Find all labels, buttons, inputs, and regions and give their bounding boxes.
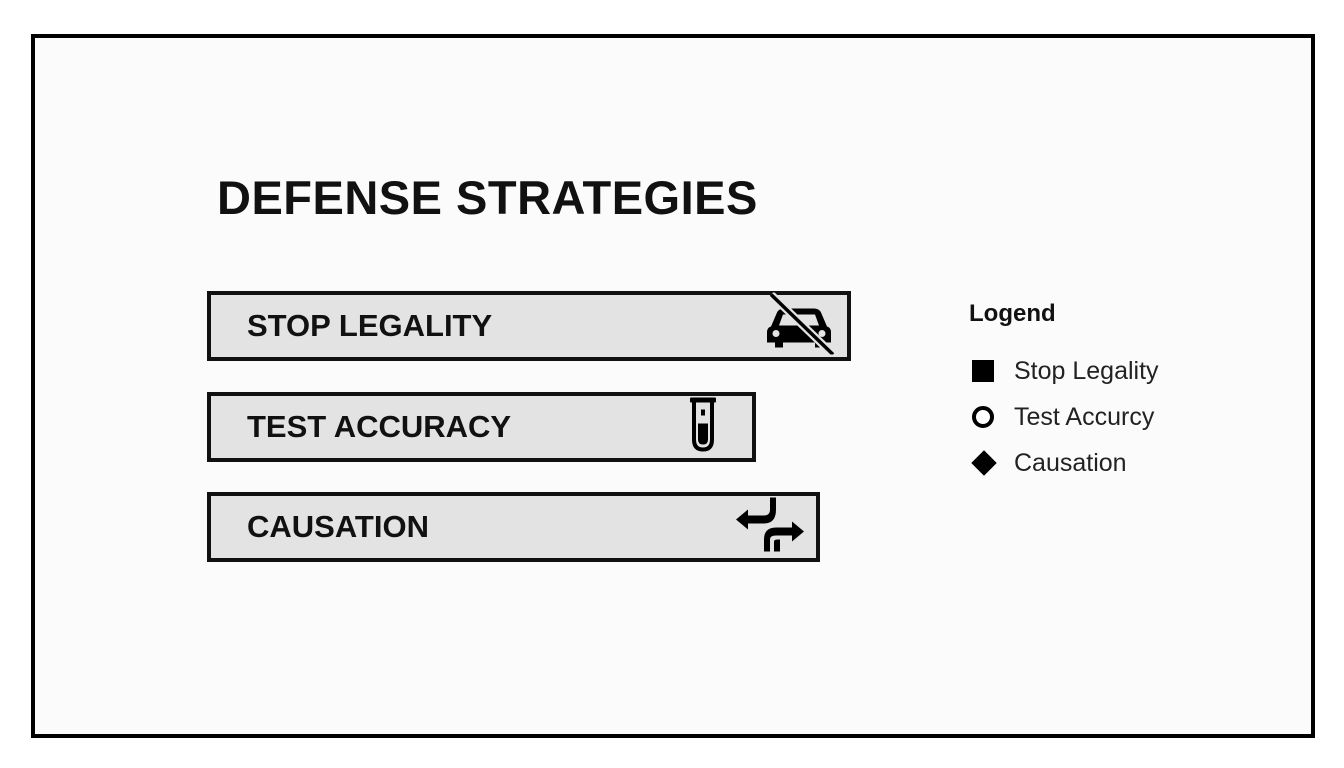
square-marker-icon <box>972 360 994 382</box>
legend-item-label: Test Accurcy <box>1014 403 1155 431</box>
legend-item-test-accuracy <box>969 394 1159 440</box>
test-tube-icon <box>686 396 720 459</box>
bar-causation <box>207 492 820 562</box>
legend-title: Logend <box>969 300 1056 327</box>
bar-label: CAUSATION <box>247 509 429 544</box>
legend-item-stop-legality <box>969 348 1159 394</box>
no-car-icon <box>761 293 841 360</box>
legend-item-label: Stop Legality <box>1014 357 1159 385</box>
circle-marker-icon <box>972 406 994 428</box>
bar-test-accuracy <box>207 392 756 462</box>
crossroads-icon <box>734 494 806 561</box>
diagram-title: DEFENSE STRATEGIES <box>217 171 758 224</box>
legend <box>969 300 1159 486</box>
bar-stop-legality <box>207 291 851 361</box>
bar-label: TEST ACCURACY <box>247 409 512 444</box>
bar-label: STOP LEGALITY <box>247 308 493 343</box>
diamond-marker-icon <box>971 450 996 475</box>
legend-item-causation <box>969 440 1159 486</box>
legend-item-label: Causation <box>1014 449 1127 477</box>
